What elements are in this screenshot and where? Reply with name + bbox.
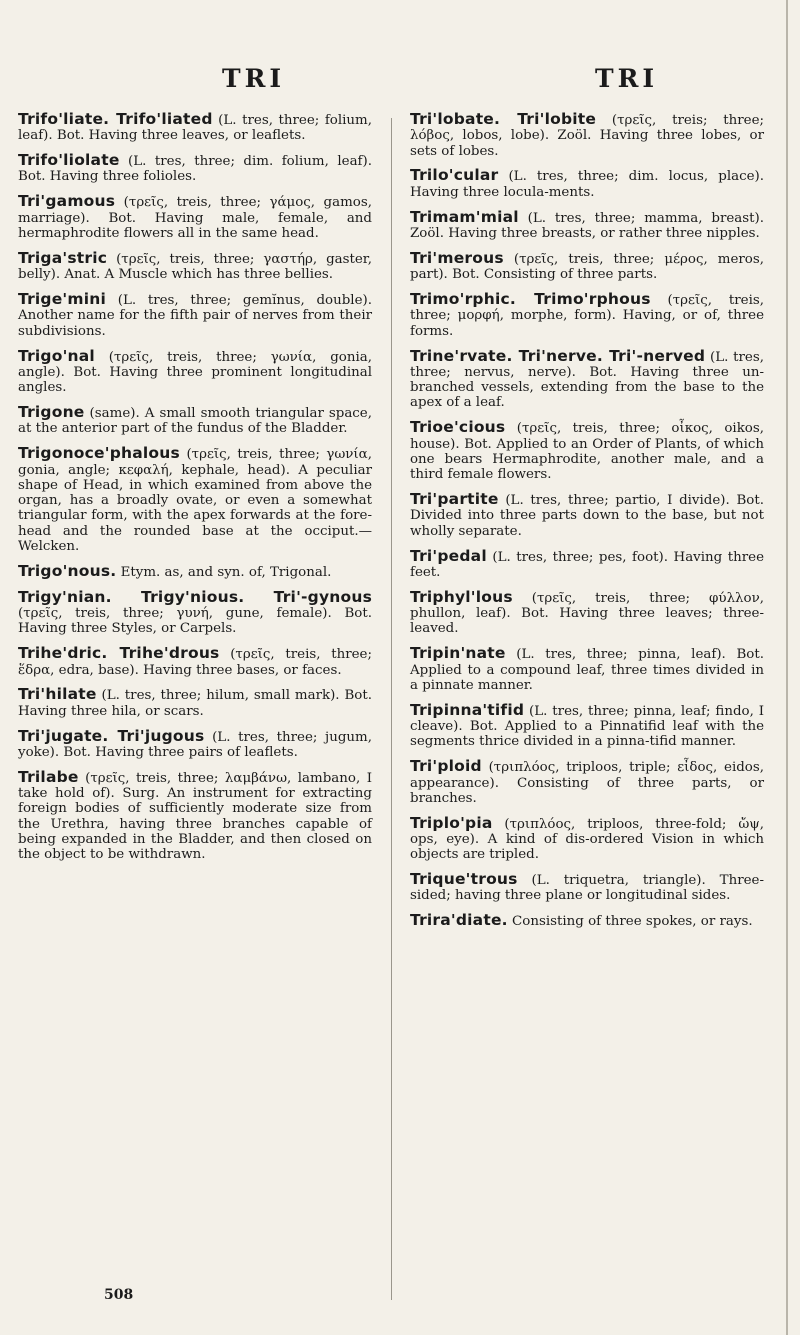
column-divider: [391, 118, 392, 1300]
headword: Tri'merous: [410, 248, 504, 267]
headword: Trige'mini: [18, 290, 106, 309]
left-column: [18, 112, 372, 872]
headword: Trifo'liate. Trifo'liated: [18, 110, 213, 128]
entry: [410, 813, 764, 863]
headword: Tri'partite: [410, 490, 499, 509]
entry: [18, 726, 372, 761]
entry: [410, 700, 764, 750]
definition: (L. tres, three; dim. locus, place). Having three locula-ments.: [410, 169, 764, 200]
definition: (L. tres, three; pinna, leaf; findo, I cleave). Bot. Applied to a Pinnatifid leaf with the segments thrice divided in a pinna-tifid manner.: [410, 703, 764, 750]
headword: Tri'hilate: [18, 685, 97, 704]
running-head-right: TRI: [595, 64, 659, 93]
entry: [18, 292, 372, 339]
entry: [410, 759, 764, 806]
headword: Trigo'nal: [18, 346, 95, 365]
definition: (τριπλόος, triploos, triple; εἶδος, eidos, appearance). Consisting of three parts, or branches.: [410, 760, 764, 806]
entry: [410, 546, 764, 581]
headword: Tri'ploid: [410, 757, 482, 776]
entry: [410, 346, 764, 411]
entry: [18, 112, 372, 144]
headword: Trilabe: [18, 767, 79, 786]
definition: (L. tres, three; folium, leaf). Bot. Having three leaves, or leaflets.: [18, 113, 372, 144]
page-number: 508: [104, 1287, 134, 1303]
entry: [18, 767, 372, 863]
headword: Tripin'nate: [410, 644, 506, 663]
entry: [18, 561, 372, 580]
headword: Triga'stric: [18, 248, 108, 267]
headword: Trique'trous: [410, 870, 518, 889]
entry: [410, 207, 764, 242]
headword: Trigo'nous.: [18, 561, 117, 580]
definition: Consisting of three spokes, or rays.: [507, 914, 753, 930]
page-edge: [786, 0, 788, 1335]
definition: (L. tres, three; dim. folium, leaf). Bot. Having three folioles.: [18, 154, 372, 185]
headword: Triplo'pia: [410, 813, 493, 832]
definition: (L. tres, three; partio, I divide). Bot. Divided into three parts down to the base, but not wholly separate.: [410, 493, 764, 539]
definition: (L. triquetra, triangle). Three-sided; having three plane or longitudinal sides.: [410, 873, 764, 904]
definition: (L. tres, three; nervus, nerve). Bot. Having three un-branched vessels, extending from the base to the apex of a leaf.: [410, 349, 764, 411]
definition: (τρεῖς, treis, three; λαμβάνω, lambano, I take hold of). Surg. An instrument for extracting foreign bodies of sufficiently moderate size from the Urethra, having three branches capable of being expanded in the Bladder, and then closed on the object to be withdrawn.: [18, 770, 372, 863]
entry: [18, 248, 372, 283]
definition: (τρεῖς, treis, three; οἶκος, oikos, house). Bot. Applied to an Order of Plants, of which one bears Hermaphrodite, another male, and a third female flowers.: [410, 421, 764, 483]
headword: Trioe'cious: [410, 418, 506, 437]
definition: (τρεῖς, treis; three; λόβος, lobos, lobe). Zoöl. Having three lobes, or sets of lobes.: [410, 113, 765, 159]
right-column: [410, 112, 764, 939]
entry: [18, 587, 372, 637]
entry: [18, 687, 372, 719]
headword: Trine'rvate. Tri'nerve. Tri'-nerved: [410, 346, 706, 365]
entry: [410, 872, 764, 904]
entry: [410, 587, 764, 637]
headword: Trigonoce'phalous: [18, 444, 180, 463]
headword: Trimam'mial: [410, 207, 519, 226]
definition: (L. tres, three; pinna, leaf). Bot. Applied to a compound leaf, three times divided in a pinnate manner.: [410, 647, 764, 693]
headword: Tri'gamous: [18, 192, 116, 211]
entry: [18, 194, 372, 241]
definition: (τριπλόος, triploos, three-fold; ὤψ, ops, eye). A kind of dis-ordered Vision in which objects are tripled.: [410, 816, 764, 863]
definition: (L. tres, three; jugum, yoke). Bot. Having three pairs of leaflets.: [18, 729, 372, 760]
headword: Tri'pedal: [410, 546, 487, 565]
definition: (τρεῖς, treis, three; γωνία, gonia, angle). Bot. Having three prominent longitudinal angles.: [18, 349, 372, 396]
entry: [18, 153, 372, 185]
entry: [410, 913, 764, 929]
entry: [18, 346, 372, 396]
definition: (τρεῖς, treis, three; γωνία, gonia, angle; κεφαλή, kephale, head). A peculiar shape of Head, in which examined from above the organ, has a broadly ovate, or even a somewhat triangular form, with the apex forwards at the fore-head and the rounded base at the occiput.—Welcken.: [18, 447, 372, 554]
headword: Tri'jugate. Tri'jugous: [18, 726, 205, 745]
entry: [18, 446, 372, 554]
headword: Trilo'cular: [410, 166, 499, 185]
definition: (τρεῖς, treis, three; ἕδρα, edra, base). Having three bases, or faces.: [18, 647, 372, 678]
headword: Trira'diate.: [410, 911, 508, 930]
entry: [410, 292, 764, 339]
definition: (same). A small smooth triangular space, at the anterior part of the fundus of the Bladder.: [18, 406, 372, 437]
definition: (τρεῖς, treis, three; μέρος, meros, part). Bot. Consisting of three parts.: [410, 251, 764, 283]
definition: (τρεῖς, treis, three; φύλλον, phullon, leaf). Bot. Having three leaves; three-leaved.: [410, 590, 764, 637]
definition: Etym. as, and syn. of, Trigonal.: [116, 564, 332, 580]
entry: [410, 646, 764, 693]
definition: (τρεῖς, treis, three; γυνή, gune, female). Bot. Having three Styles, or Carpels.: [18, 606, 372, 637]
entry: [18, 405, 372, 437]
running-head-left: TRI: [222, 64, 286, 93]
headword: Trigone: [18, 403, 85, 422]
entry: [18, 646, 372, 678]
definition: (τρεῖς, treis, three; γαστήρ, gaster, belly). Anat. A Muscle which has three bellies.: [18, 251, 372, 283]
headword: Trihe'dric. Trihe'drous: [18, 644, 220, 663]
entry: [410, 112, 764, 159]
entry: [410, 420, 764, 482]
definition: (L. tres, three; gemĭnus, double). Another name for the fifth pair of nerves from their subdivisions.: [18, 293, 372, 339]
headword: Trimo'rphic. Trimo'rphous: [410, 290, 651, 309]
headword: Tripinna'tifid: [410, 700, 525, 719]
definition: (τρεῖς, treis, three; γάμος, gamos, marriage). Bot. Having male, female, and hermaphrodite flowers all in the same head.: [18, 195, 372, 241]
headword: Triphyl'lous: [410, 587, 513, 606]
entry: [410, 248, 764, 283]
headword: Tri'lobate. Tri'lobite: [410, 110, 597, 128]
definition: (L. tres, three; mamma, breast). Zoöl. Having three breasts, or rather three nipples.: [410, 210, 764, 241]
entry: [410, 168, 764, 200]
entry: [410, 492, 764, 539]
definition: (L. tres, three; pes, foot). Having three feet.: [410, 549, 764, 580]
definition: (τρεῖς, treis, three; μορφή, morphe, form). Having, or of, three forms.: [410, 293, 764, 339]
headword: Trigy'nian. Trigy'nious. Tri'-gynous: [18, 587, 372, 606]
definition: (L. tres, three; hilum, small mark). Bot. Having three hila, or scars.: [18, 688, 372, 719]
headword: Trifo'liolate: [18, 151, 120, 170]
